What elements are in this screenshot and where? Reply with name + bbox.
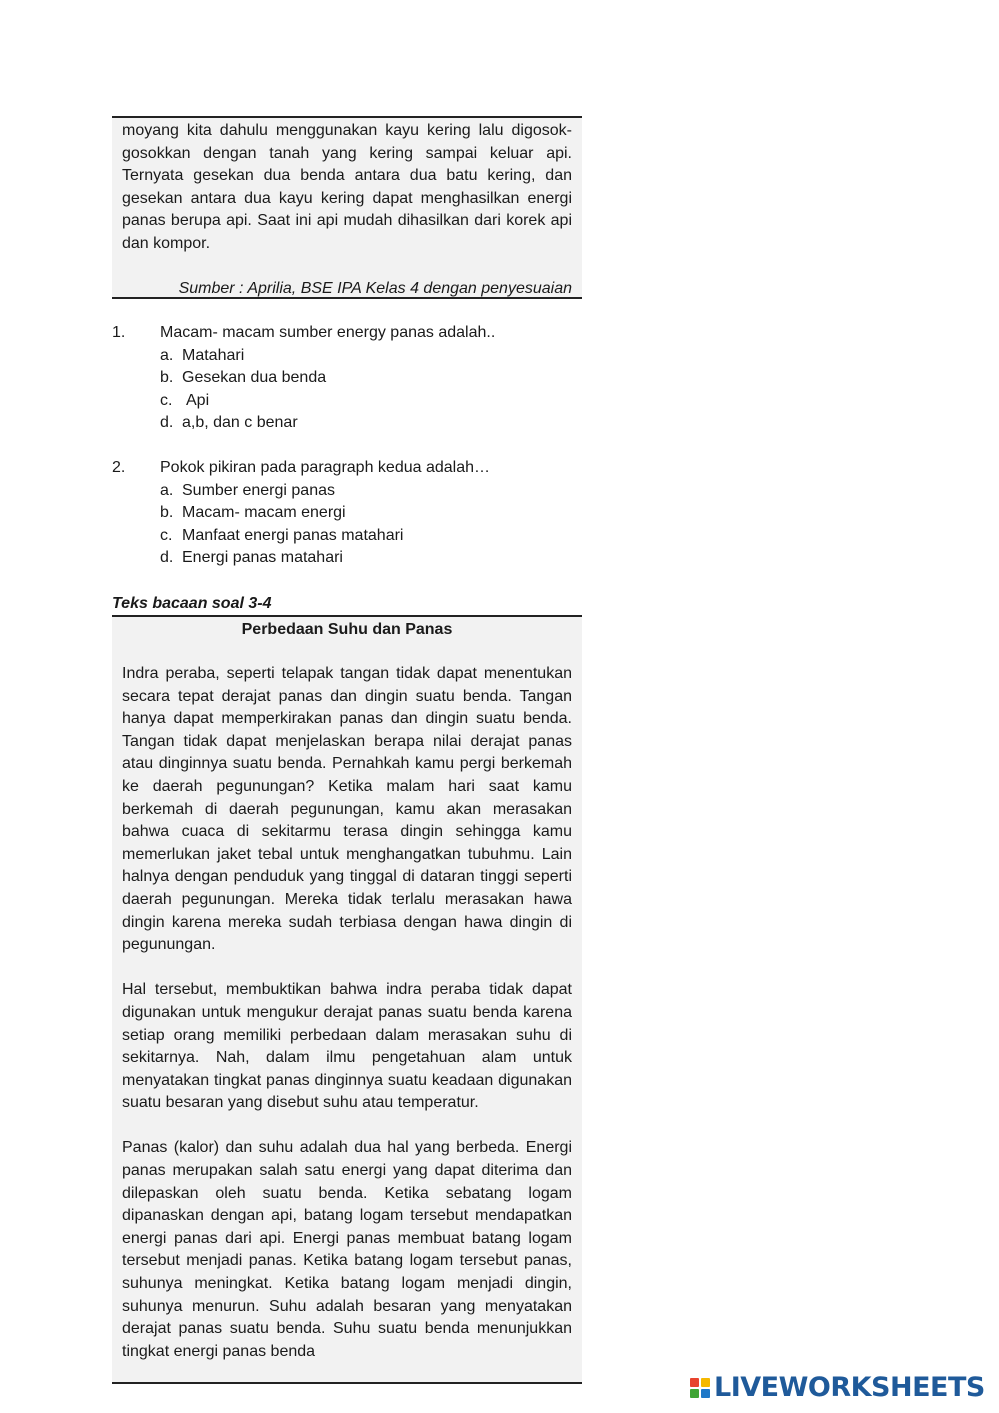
answer-option-b[interactable]: b. Gesekan dua benda bbox=[160, 369, 327, 387]
question-1 bbox=[112, 322, 582, 435]
logo-text: LIVEWORKSHEETS bbox=[714, 1372, 985, 1403]
passage-paragraph: Hal tersebut, membuktikan bahwa indra peraba tidak dapat digunakan untuk mengukur derajat panas suatu benda karena setiap orang memiliki perbedaan dalam merasakan suhu di sekitarnya. Nah, dalam ilmu pengetahuan alam untuk menyatakan tingkat panas dinginnya suatu keadaan digunakan suatu besaran yang disebut suhu atau temperatur. bbox=[122, 981, 572, 1112]
passage-paragraph: Panas (kalor) dan suhu adalah dua hal yang berbeda. Energi panas merupakan salah satu energi yang dapat diterima dan dilepaskan oleh suatu benda. Ketika sebatang logam dipanaskan dengan api, batang logam tersebut mendapatkan energi panas dari api. Energi panas membuat batang logam tersebut menjadi panas. Ketika batang logam tersebut panas, suhunya meningkat. Ketika batang logam menjadi dingin, suhunya menurun. Suhu adalah besaran yang menyatakan derajat panas suatu benda. Suhu suatu benda menunjukkan tingkat energi panas benda bbox=[122, 1139, 572, 1360]
question-text: Macam- macam sumber energy panas adalah.. bbox=[160, 324, 496, 341]
answer-options bbox=[112, 480, 582, 570]
section-heading: Teks bacaan soal 3-4 bbox=[112, 595, 272, 612]
passage-paragraph: moyang kita dahulu menggunakan kayu kering lalu digosok-gosokkan dengan tanah yang kering sampai keluar api. Ternyata gesekan dua benda antara dua batu kering, dan gesekan antara dua kayu kering dapat menghasilkan energi panas berupa api. Saat ini api mudah dihasilkan dari korek api dan kompor. bbox=[122, 122, 572, 252]
answer-option-d[interactable]: d. Energi panas matahari bbox=[160, 549, 343, 567]
question-text: Pokok pikiran pada paragraph kedua adalah… bbox=[160, 459, 491, 476]
question-number: 1. bbox=[112, 324, 126, 341]
question-number: 2. bbox=[112, 459, 126, 476]
logo-block bbox=[690, 1378, 699, 1387]
logo-block bbox=[690, 1389, 699, 1398]
logo-block bbox=[701, 1378, 710, 1387]
answer-option-c[interactable]: c. Manfaat energi panas matahari bbox=[160, 526, 404, 544]
reading-passage-continued bbox=[112, 116, 582, 299]
passage-paragraph: Indra peraba, seperti telapak tangan tidak dapat menentukan secara tepat derajat panas dan dingin suatu benda. Tangan hanya dapat memperkirakan panas dan dingin suatu benda. Tangan tidak dapat menjelaskan berapa nilai derajat panas atau dinginnya suatu benda. Pernahkah kamu pergi berkemah ke daerah pegunungan? Ketika malam hari saat kamu berkemah di daerah pegunungan, kamu akan merasakan bahwa cuaca di sekitarmu terasa dingin sehingga kamu memerlukan jaket tebal untuk menghangatkan tubuhmu. Lain halnya dengan penduduk yang tinggal di dataran tinggi seperti daerah pegunungan. Mereka tidak terlalu merasakan hawa dingin karena mereka sudah terbiasa dengan hawa dingin di pegunungan. bbox=[122, 665, 572, 954]
question-2 bbox=[112, 457, 582, 570]
logo-block bbox=[701, 1389, 710, 1398]
answer-option-c[interactable]: c. Api bbox=[160, 391, 210, 409]
passage-source: Sumber : Aprilia, BSE IPA Kelas 4 dengan penyesuaian bbox=[178, 279, 572, 297]
answer-option-d[interactable]: d. a,b, dan c benar bbox=[160, 414, 298, 432]
answer-option-b[interactable]: b. Macam- macam energi bbox=[160, 504, 346, 522]
answer-option-a[interactable]: a. Matahari bbox=[160, 346, 245, 364]
answer-options bbox=[112, 345, 582, 435]
logo-blocks-icon bbox=[690, 1378, 710, 1398]
reading-passage bbox=[112, 615, 582, 1384]
answer-option-a[interactable]: a. Sumber energi panas bbox=[160, 481, 335, 499]
liveworksheets-logo[interactable] bbox=[690, 1372, 985, 1403]
passage-title: Perbedaan Suhu dan Panas bbox=[241, 621, 453, 638]
